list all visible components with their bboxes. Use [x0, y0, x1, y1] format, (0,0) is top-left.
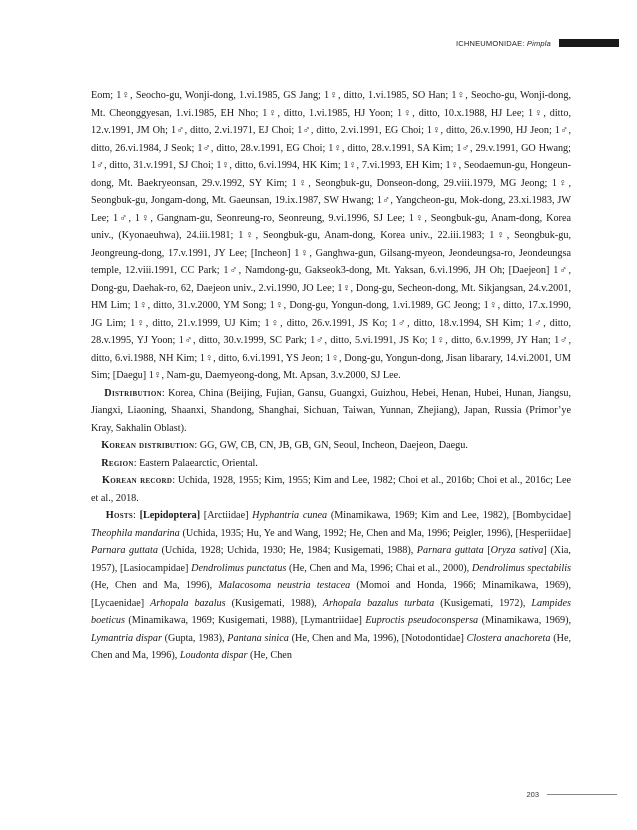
region-label: Region	[101, 457, 134, 469]
header-family: ICHNEUMONIDAE:	[455, 38, 525, 48]
host-text-run: [	[483, 545, 491, 556]
host-text-run: [Arctiidae]	[200, 510, 253, 521]
distribution-text: : Korea, China (Beijing, Fujian, Gansu, Guangxi, Guizhou, Hebei, Henan, Hubei, Hunan, Jiangsu, Jiangxi, Liaoning, Shaanxi, Shandong, Shanghai, Sichuan, Taiwan, Yunnan, Zhejiang), Japan, Russia (Primor’ye Kray, Sakhalin Oblast).	[91, 387, 571, 434]
footer-rule	[547, 794, 617, 795]
header-genus: Pimpla	[526, 38, 551, 48]
host-text-run: (Minamikawa, 1969),	[478, 615, 572, 626]
host-taxon-name: Clostera anachoreta	[466, 632, 551, 644]
korean-distribution-text: : GG, GW, CB, CN, JB, GB, GN, Seoul, Incheon, Daejeon, Daegu.	[194, 440, 468, 451]
host-taxon-name: Arhopala bazalus	[150, 597, 226, 609]
distribution-paragraph	[91, 385, 571, 438]
korean-record-text: : Uchida, 1928, 1955; Kim, 1955; Kim and Lee, 1982; Choi et al., 2016b; Choi et al., 2016c; Lee et al., 2018.	[91, 475, 571, 504]
running-header-text	[456, 39, 551, 48]
host-taxon-name: Lampides boeticus	[91, 597, 572, 626]
host-taxon-name: Oryza sativa	[490, 545, 544, 556]
host-text-run: (Uchida, 1928; Uchida, 1930; He, 1984; Kusigemati, 1988),	[157, 545, 417, 556]
host-taxon-name: Parnara guttata	[416, 545, 484, 556]
host-taxon-name: Lymantria dispar	[91, 632, 162, 644]
host-text-run: (He, Chen and Ma, 1996),	[91, 632, 572, 661]
host-text-run: (Momoi and Honda, 1966; Minamikawa, 1969), [Lycaenidae]	[91, 580, 571, 609]
host-text-run: ] (Xia, 1957), [Lasiocampidae]	[91, 545, 571, 574]
host-text-run: (He, Chen	[247, 650, 292, 661]
region-text: : Eastern Palaearctic, Oriental.	[133, 457, 258, 469]
host-taxon-name: Arhopala bazalus turbata	[322, 597, 435, 609]
host-text-run: (He, Chen and Ma, 1996),	[91, 580, 219, 591]
host-taxon-name: Hyphantria cunea	[252, 510, 328, 521]
host-text-run: (He, Chen and Ma, 1996; Chai et al., 2000),	[286, 562, 472, 574]
region-paragraph	[91, 455, 571, 473]
korean-distribution-label: Korean distribution	[101, 440, 195, 451]
hosts-text	[91, 510, 571, 661]
host-taxon-name: Dendrolimus spectabilis	[471, 562, 572, 574]
host-taxon-name: Theophila mandarina	[91, 527, 180, 539]
korean-record-paragraph	[91, 472, 571, 507]
running-header	[456, 38, 619, 48]
host-text-run: (Kusigemati, 1988),	[225, 597, 323, 609]
host-text-run: (Kusigemati, 1972),	[434, 597, 532, 609]
host-text-run: (Uchida, 1935; Hu, Ye and Wang, 1992; He, Chen and Ma, 1996; Peigler, 1996), [Hesperiidae]	[179, 527, 571, 539]
host-text-run: (Minamikawa, 1969; Kusigemati, 1988), [Lymantriidae]	[124, 615, 366, 626]
hosts-label: Hosts	[105, 510, 134, 521]
header-bar	[559, 39, 619, 47]
hosts-order: [Lepidoptera]	[139, 510, 201, 521]
host-taxon-name: Malacosoma neustria testacea	[218, 580, 351, 591]
host-taxon-name: Pantana sinica	[227, 632, 289, 644]
host-taxon-name: Dendrolimus punctatus	[191, 562, 287, 574]
page-footer	[526, 790, 617, 799]
page-body	[91, 87, 571, 665]
host-text-run: (He, Chen and Ma, 1996), [Notodontidae]	[288, 632, 467, 644]
host-taxon-name: Loudonta dispar	[179, 650, 248, 661]
distribution-label: Distribution	[104, 387, 162, 399]
page-number: 203	[526, 790, 539, 799]
host-taxon-name: Euproctis pseudoconspersa	[365, 615, 479, 626]
host-text-run: (Minamikawa, 1969; Kim and Lee, 1982), [Bombycidae]	[327, 510, 572, 521]
korean-record-label: Korean record	[102, 475, 173, 486]
records-paragraph: Eom; 1♀, Seocho-gu, Wonji-dong, 1.vi.1985, GS Jang; 1♀, ditto, 1.vi.1985, SO Han; 1♀, Seocho-gu, Wonji-dong, Mt. Cheonggyesan, 1.vi.1985, EH Nho; 1♀, ditto, 1.vi.1985, HJ Yoon; 1♀, ditto, 10.x.1988, HJ Lee; 1♀, ditto, 12.v.1991, JM Oh; 1♂, ditto, 2.vi.1971, EJ Choi; 1♂, ditto, 2.vi.1991, EG Choi; 1♀, ditto, 26.v.1990, HJ Jeon; 1♂, ditto, 26.vi.1984, J Seok; 1♂, ditto, 28.v.1991, EG Choi; 1♀, ditto, 28.v.1991, SA Kim; 1♂, 29.v.1991, GO Hwang; 1♂, ditto, 31.v.1991, SJ Choi; 1♀, ditto, 6.vi.1994, HK Kim; 1♀, 7.vi.1993, EH Kim; 1♀, Seodaemun-gu, Hongeun-dong, Mt. Baekryeonsan, 29.v.1992, SY Kim; 1♀, Seongbuk-gu, Donseon-dong, 29.viii.1979, MG Jeong; 1♀, Seongbuk-gu, Jongam-dong, Mt. Gaeunsan, 19.ix.1987, SW Hwang; 1♂, Yangcheon-gu, Mok-dong, 23.xi.1983, JW Lee; 1♂, 1♀, Gangnam-gu, Seonreung-ro, Seonreung, 9.vi.1996, SJ Lee; 1♀, Seongbuk-gu, Anam-dong, Korea univ., (Kyonaeuhwa), 24.iii.1981; 1♀, Seongbuk-gu, Anam-dong, Korea univ., 22.iii.1983; 1♀, Seongbuk-gu, Jeongreung-dong, 17.v.1991, JY Lee; [Incheon] 1♀, Ganghwa-gun, Gilsang-myeon, Jeondeungsa-ro, Jeondeungsa temple, 12.viii.1991, CC Park; 1♂, Namdong-gu, Gakseok3-dong, Mt. Yaksan, 6.vi.1996, JH Oh; [Daejeon] 1♂, Dong-gu, Daehak-ro, 62, Daejeon univ., 2.vi.1990, JO Lee; 1♀, Dong-gu, Secheon-dong, Mt. Sikjangsan, 24.v.2001, HM Lim; 1♀, ditto, 31.v.2000, YM Song; 1♀, Dong-gu, Yongun-dong, 1.vi.1989, GC Jeong; 1♀, ditto, 17.x.1990, JG Lim; 1♀, ditto, 21.v.1999, UJ Kim; 1♀, ditto, 26.v.1991, JS Ko; 1♂, ditto, 18.v.1994, SH Kim; 1♂, ditto, 28.v.1995, YJ Yoon; 1♂, ditto, 30.v.1999, SC Park; 1♂, ditto, 5.vi.1991, JS Ko; 1♀, ditto, 6.v.1999, JY Han; 1♂, ditto, 6.vi.1988, NH Kim; 1♀, ditto, 6.vi.1991, YS Jeon; 1♀, Dong-gu, Yongun-dong, Jisan libarary, 14.vi.2001, UM Sim; [Daegu] 1♀, Nam-gu, Daemyeong-dong, Mt. Apsan, 3.v.2000, SJ Lee.	[91, 90, 571, 381]
host-taxon-name: Parnara guttata	[91, 545, 158, 556]
korean-distribution-paragraph	[91, 437, 571, 455]
hosts-paragraph	[91, 507, 571, 665]
hosts-colon: :	[133, 510, 140, 521]
host-text-run: (Gupta, 1983),	[161, 632, 228, 644]
